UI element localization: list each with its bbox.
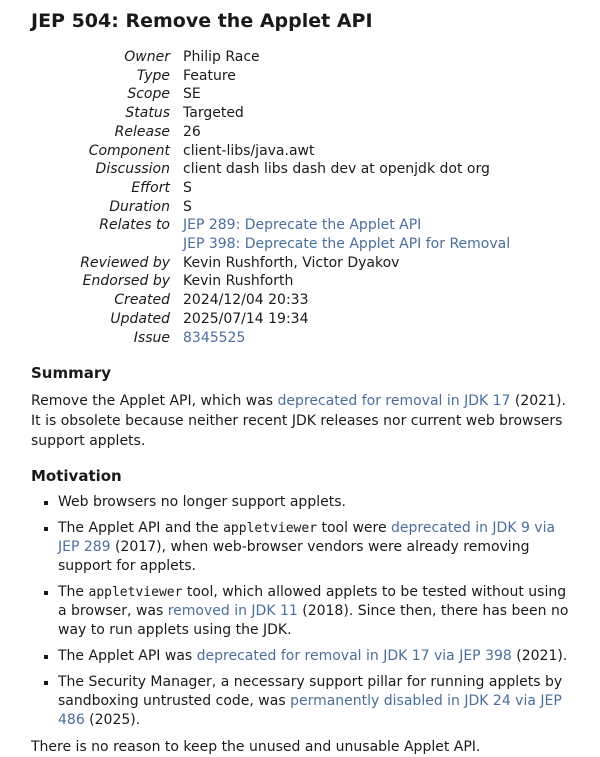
summary-paragraph <box>31 391 569 451</box>
page-title: JEP 504: Remove the Applet API <box>31 10 373 32</box>
list-item-text: The Security Manager, a necessary support pillar for running applets by sandboxing untrusted code, was <box>58 674 563 710</box>
meta-row-effort <box>31 179 510 198</box>
meta-row-issue <box>31 329 510 348</box>
meta-label: Reviewed by <box>80 254 170 271</box>
motivation-list <box>31 493 569 730</box>
motivation-heading: Motivation <box>31 467 122 486</box>
list-item <box>58 583 569 640</box>
list-item-text: (2021). <box>511 648 568 665</box>
meta-value-discussion: client dash libs dash dev at openjdk dot org <box>183 161 490 178</box>
meta-label: Scope <box>127 86 170 103</box>
list-item <box>58 647 569 666</box>
link-removed-jdk11[interactable]: removed in JDK 11 <box>167 603 298 620</box>
meta-row-created <box>31 291 510 310</box>
meta-label: Type <box>136 67 170 84</box>
meta-label: Effort <box>131 179 170 196</box>
meta-label: Release <box>114 123 170 140</box>
meta-value-duration: S <box>183 198 192 215</box>
meta-row-release <box>31 123 510 142</box>
list-item-text: Web browsers no longer support applets. <box>58 494 346 511</box>
meta-row-updated <box>31 310 510 329</box>
list-item-text: tool were <box>317 520 392 537</box>
link-disabled-jdk24[interactable]: permanently disabled in JDK 24 via JEP 486 <box>58 693 562 729</box>
meta-label: Component <box>88 142 170 159</box>
meta-label: Duration <box>109 198 170 215</box>
summary-text: (2021). It is obsolete because neither recent JDK releases nor current web browsers support applets. <box>31 393 566 450</box>
meta-row-component <box>31 142 510 161</box>
meta-value-updated: 2025/07/14 19:34 <box>183 310 309 327</box>
code-appletviewer: appletviewer <box>223 521 318 537</box>
meta-label: Issue <box>133 329 170 346</box>
meta-label: Created <box>114 292 170 309</box>
meta-value-issue <box>183 329 510 348</box>
meta-label: Relates to <box>99 217 170 234</box>
code-appletviewer: appletviewer <box>88 585 183 601</box>
meta-value-effort: S <box>183 179 192 196</box>
meta-value-type: Feature <box>183 67 236 84</box>
meta-label: Discussion <box>95 161 170 178</box>
meta-row-owner <box>31 48 510 67</box>
meta-row-endorsed <box>31 272 510 291</box>
meta-row-relates <box>31 216 510 253</box>
link-deprecated-jdk9[interactable]: deprecated in JDK 9 via JEP 289 <box>58 520 556 556</box>
closing-paragraph: There is no reason to keep the unused and unusable Applet API. <box>31 739 481 756</box>
meta-label: Updated <box>110 310 170 327</box>
summary-heading: Summary <box>31 364 112 383</box>
meta-value-release: 26 <box>183 123 201 140</box>
summary-link-jdk17[interactable]: deprecated for removal in JDK 17 <box>277 393 511 410</box>
summary-text: Remove the Applet API, which was <box>31 393 278 410</box>
meta-row-status <box>31 104 510 123</box>
meta-row-discussion <box>31 160 510 179</box>
meta-label: Status <box>125 105 170 122</box>
meta-value-relates <box>183 216 510 253</box>
list-item-text: The <box>58 584 89 601</box>
metadata-table <box>31 48 510 347</box>
meta-row-type <box>31 67 510 86</box>
list-item <box>58 519 569 576</box>
meta-label: Endorsed by <box>82 273 170 290</box>
list-item-text: (2025). <box>84 712 141 729</box>
list-item <box>58 493 569 512</box>
issue-link[interactable]: 8345525 <box>183 329 246 346</box>
relates-link-jep-289[interactable]: JEP 289: Deprecate the Applet API <box>183 217 422 234</box>
meta-value-status: Targeted <box>183 105 244 122</box>
relates-link-jep-398[interactable]: JEP 398: Deprecate the Applet API for Removal <box>183 236 511 253</box>
meta-value-scope: SE <box>183 86 201 103</box>
meta-value-reviewed: Kevin Rushforth, Victor Dyakov <box>183 254 400 271</box>
list-item-text: (2017), when web-browser vendors were already removing support for applets. <box>58 539 530 575</box>
list-item-text: tool, which allowed applets to be tested without using a browser, was <box>58 584 567 620</box>
list-item-text: The Applet API and the <box>58 520 224 537</box>
meta-value-component: client-libs/java.awt <box>183 142 315 159</box>
list-item-text: (2018). Since then, there has been no way to run applets using the JDK. <box>58 603 569 639</box>
meta-label: Owner <box>124 49 170 65</box>
list-item-text: The Applet API was <box>58 648 197 665</box>
link-deprecated-jdk17[interactable]: deprecated for removal in JDK 17 via JEP 398 <box>196 648 512 665</box>
list-item <box>58 673 569 730</box>
meta-value-owner: Philip Race <box>183 49 260 65</box>
meta-value-created: 2024/12/04 20:33 <box>183 292 309 309</box>
meta-row-reviewed <box>31 254 510 273</box>
meta-row-scope <box>31 85 510 104</box>
meta-value-endorsed: Kevin Rushforth <box>183 273 294 290</box>
meta-row-duration <box>31 198 510 217</box>
